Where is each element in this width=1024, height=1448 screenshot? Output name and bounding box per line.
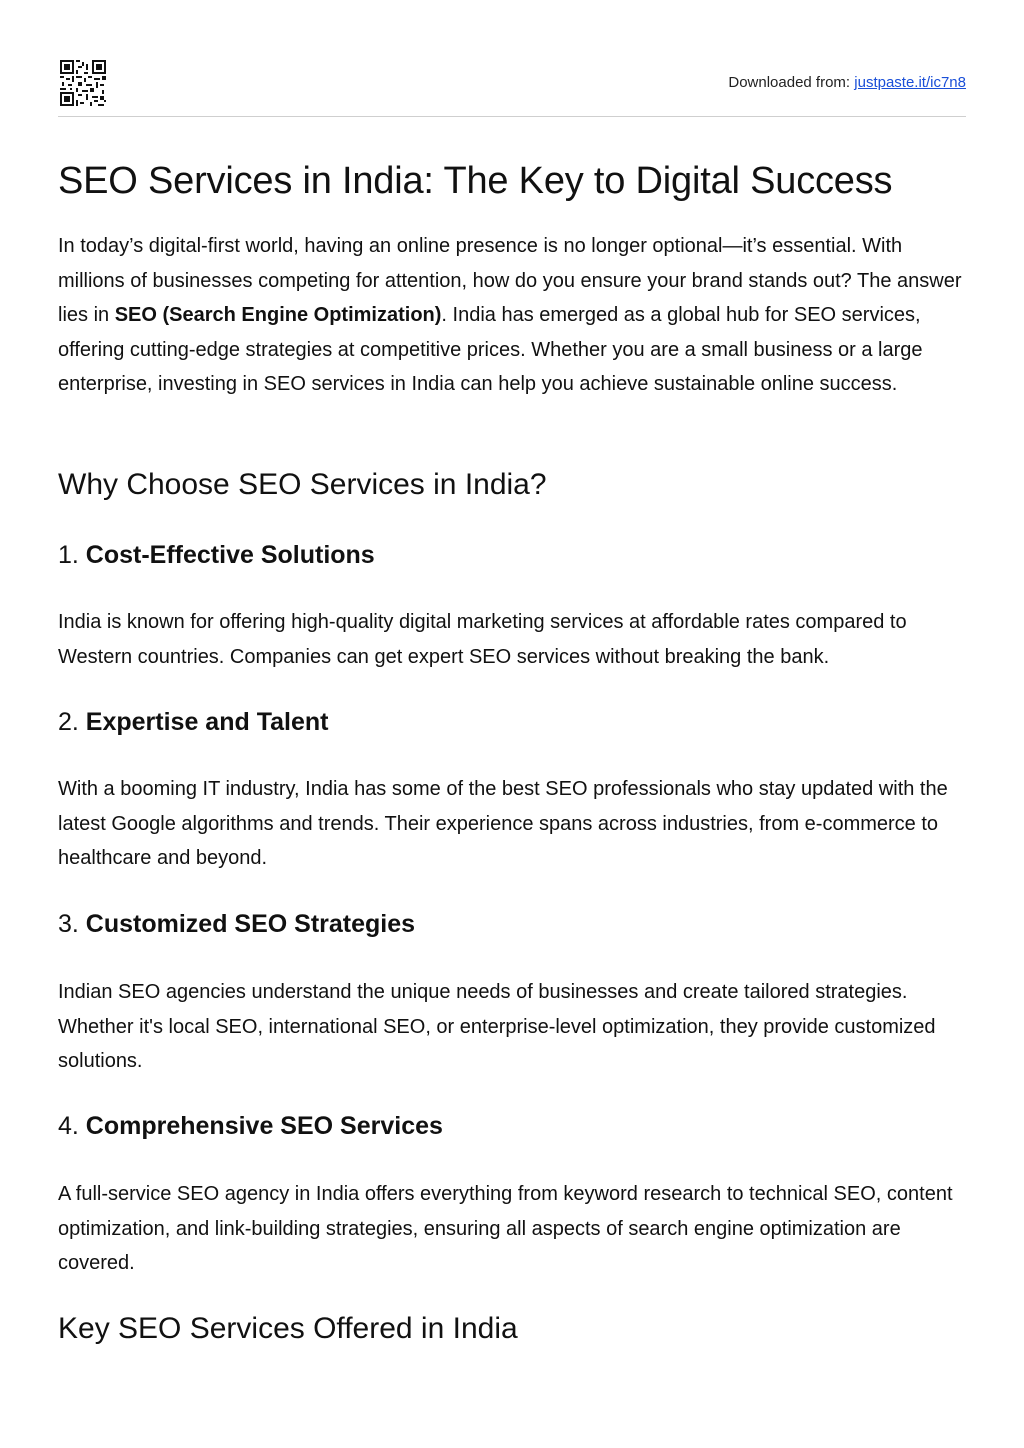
reason-title: Customized SEO Strategies <box>85 910 416 938</box>
download-source <box>728 74 966 91</box>
reason-body-3: Indian SEO agencies understand the unique needs of businesses and create tailored strategies. Whether it's local SEO, international SEO, or enterprise-level optimization, they provide customized solutions. <box>58 981 936 1073</box>
reason-body-2: With a booming IT industry, India has some of the best SEO professionals who stay updated with the latest Google algorithms and trends. Their experience spans across industries, from e-commerce to healthcare and beyond. <box>58 778 948 870</box>
intro-text-end: . India has emerged as a global hub for SEO services, offering cutting-edge strategies at competitive prices. Whether you are a small business or a large enterprise, investing in SEO services in India can help you achieve sustainable online success. <box>58 304 923 396</box>
section-heading-why-choose: Why Choose SEO Services in India? <box>58 468 547 501</box>
qr-code-icon <box>60 60 106 106</box>
reason-number: 1. <box>58 541 86 569</box>
source-link[interactable]: justpaste.it/ic7n8 <box>854 74 966 91</box>
section-heading-key-services: Key SEO Services Offered in India <box>58 1312 518 1345</box>
intro-paragraph <box>58 229 970 402</box>
reason-number: 4. <box>58 1112 86 1140</box>
intro-bold-term: SEO (Search Engine Optimization) <box>114 304 442 327</box>
page-header <box>58 0 966 117</box>
reason-title: Comprehensive SEO Services <box>85 1112 443 1140</box>
reason-number: 3. <box>58 910 86 938</box>
reason-heading-3 <box>58 910 415 939</box>
reason-heading-2 <box>58 708 328 737</box>
reason-body-4: A full-service SEO agency in India offers everything from keyword research to technical SEO, content optimization, and link-building strategies, ensuring all aspects of search engine optimization are covered. <box>58 1183 953 1275</box>
reason-title: Cost-Effective Solutions <box>85 541 375 569</box>
reason-body-1: India is known for offering high-quality digital marketing services at affordable rates compared to Western countries. Companies can get expert SEO services without breaking the bank. <box>58 611 907 668</box>
article-title: SEO Services in India: The Key to Digital Success <box>58 160 893 202</box>
reason-number: 2. <box>58 708 86 736</box>
intro-text-start: In today’s digital-first world, having an online presence is no longer optional—it’s essential. With millions of businesses competing for attention, how do you ensure your brand stands out? The answer lies in <box>58 235 962 327</box>
reason-title: Expertise and Talent <box>85 708 329 736</box>
reason-heading-4 <box>58 1112 443 1141</box>
document-page <box>58 0 966 1345</box>
download-source-label: Downloaded from: <box>728 74 855 91</box>
reason-heading-1 <box>58 541 375 570</box>
